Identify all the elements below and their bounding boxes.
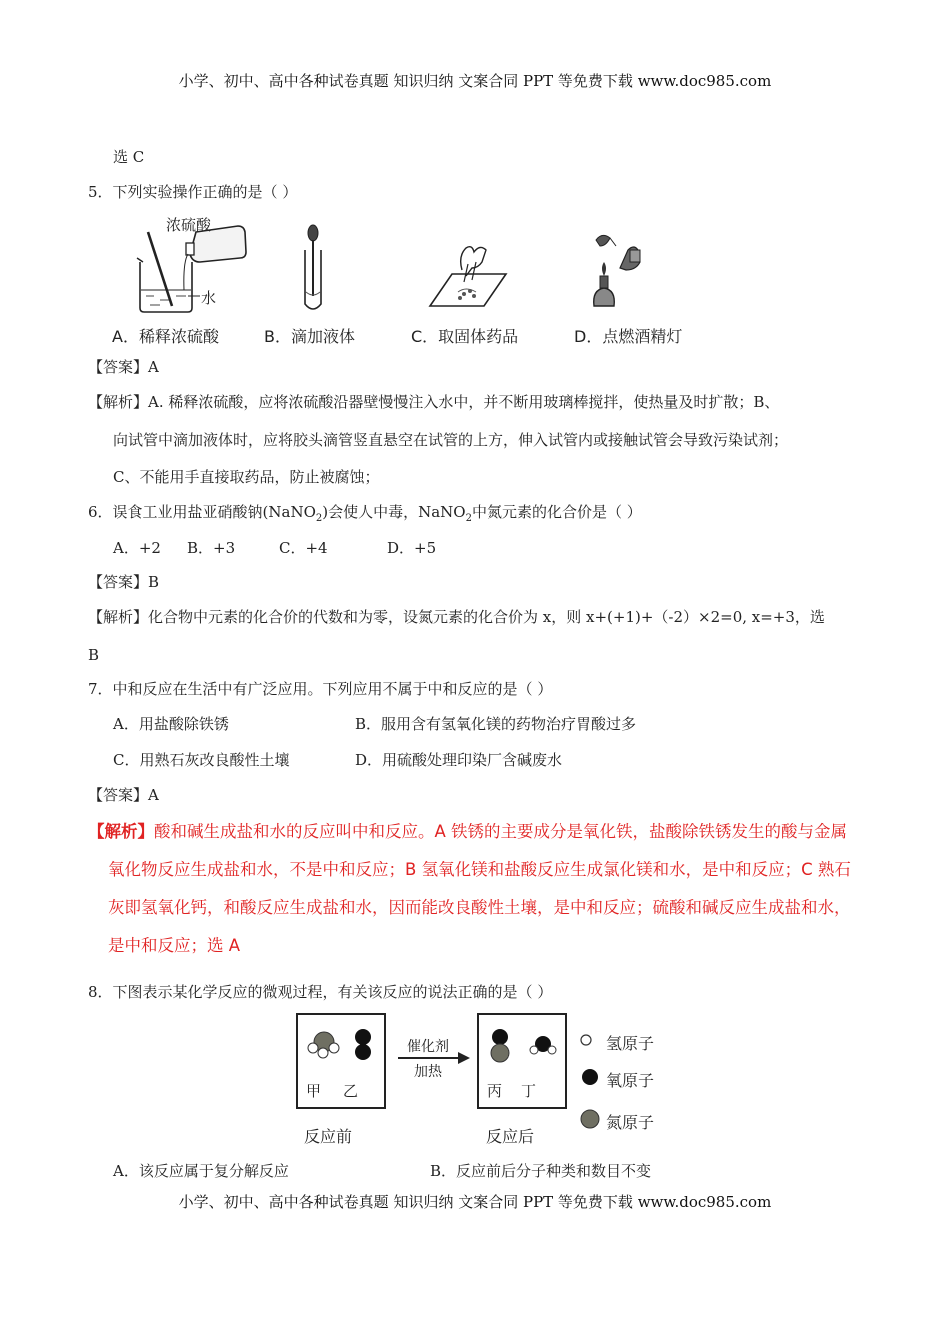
q7-option-c: C．用熟石灰改良酸性土壤 bbox=[113, 751, 290, 769]
q5-analysis bbox=[88, 392, 779, 412]
q8-label-ding: 丁 bbox=[521, 1082, 537, 1100]
q6-stem bbox=[88, 502, 642, 529]
q8-legend-nitrogen: 氮原子 bbox=[606, 1113, 655, 1132]
q5-option-c: C．取固体药品 bbox=[411, 327, 519, 346]
q6-analysis-line-2: B bbox=[88, 646, 100, 664]
q6-option-b: B．+3 bbox=[187, 539, 236, 557]
q7-analysis-line-1: 酸和碱生成盐和水的反应叫中和反应。A 铁锈的主要成分是氧化铁，盐酸除铁锈发生的酸与金属 bbox=[154, 822, 848, 841]
q8-caption-after: 反应后 bbox=[486, 1127, 535, 1146]
q7-analysis-tag: 【解析】 bbox=[88, 822, 154, 841]
page-footer: 小学、初中、高中各种试卷真题 知识归纳 文案合同 PPT 等免费下载 www.doc985.com bbox=[178, 1193, 772, 1211]
q7-option-a: A．用盐酸除铁锈 bbox=[113, 715, 229, 733]
q6-option-c: C．+4 bbox=[279, 539, 328, 557]
page-header: 小学、初中、高中各种试卷真题 知识归纳 文案合同 PPT 等免费下载 www.doc985.com bbox=[178, 72, 772, 90]
q8-legend-oxygen: 氧原子 bbox=[606, 1071, 655, 1090]
q7-analysis bbox=[88, 818, 847, 842]
q5-answer: 【答案】A bbox=[88, 358, 159, 376]
q6-analysis-line-1: 【解析】化合物中元素的化合价的代数和为零，设氮元素的化合价为 x，则 x+(+1)+（-2）×2=0, x=+3，选 bbox=[88, 608, 825, 626]
q6-stem-part-a: 6．误食工业用盐亚硝酸钠(NaNO bbox=[88, 503, 316, 521]
q5-fig-acid-label: 浓硫酸 bbox=[166, 216, 212, 234]
q5-analysis-tag: 【解析】 bbox=[88, 393, 149, 411]
q6-stem-part-b: )会使人中毒，NaNO bbox=[322, 503, 466, 521]
q8-arrow-bottom: 加热 bbox=[414, 1064, 442, 1080]
q6-stem-part-c: 中氮元素的化合价是（ ） bbox=[471, 503, 642, 521]
q5-option-b: B．滴加液体 bbox=[264, 327, 355, 346]
q5-analysis-line-2: 向试管中滴加液体时，应将胶头滴管竖直悬空在试管的上方，伸入试管内或接触试管会导致污染试剂； bbox=[113, 431, 789, 449]
q8-label-yi: 乙 bbox=[343, 1082, 359, 1100]
q6-option-d: D．+5 bbox=[387, 539, 437, 557]
q7-analysis-line-3: 灰即氢氧化钙，和酸反应生成盐和水，因而能改良酸性土壤，是中和反应；硫酸和碱反应生成盐和水， bbox=[108, 898, 851, 917]
q7-stem: 7．中和反应在生活中有广泛应用。下列应用不属于中和反应的是（ ） bbox=[88, 680, 553, 698]
q8-legend-hydrogen: 氢原子 bbox=[606, 1034, 655, 1053]
q5-option-d: D．点燃酒精灯 bbox=[574, 327, 683, 346]
q7-analysis-line-4: 是中和反应；选 A bbox=[108, 936, 241, 955]
q8-option-b: B．反应前后分子种类和数目不变 bbox=[430, 1162, 652, 1180]
q8-caption-before: 反应前 bbox=[304, 1127, 353, 1146]
q5-analysis-line-1: A. 稀释浓硫酸，应将浓硫酸沿器壁慢慢注入水中，并不断用玻璃棒搅拌，使热量及时扩散；B、 bbox=[148, 393, 780, 411]
q7-option-d: D．用硫酸处理印染厂含碱废水 bbox=[355, 751, 563, 769]
q5-fig-water-label: 水 bbox=[201, 289, 217, 307]
q5-analysis-line-3: C、不能用手直接取药品，防止被腐蚀； bbox=[113, 468, 380, 486]
q7-analysis-line-2: 氧化物反应生成盐和水，不是中和反应；B 氢氧化镁和盐酸反应生成氯化镁和水，是中和反应；C 熟石 bbox=[108, 860, 851, 879]
q6-sub-2a: 2 bbox=[315, 513, 323, 524]
q8-arrow-top: 催化剂 bbox=[407, 1039, 449, 1055]
prev-answer-tail: 选 C bbox=[113, 148, 145, 166]
q7-answer: 【答案】A bbox=[88, 786, 159, 804]
q7-option-b: B．服用含有氢氧化镁的药物治疗胃酸过多 bbox=[355, 715, 637, 733]
q8-label-jia: 甲 bbox=[306, 1082, 322, 1100]
q5-option-a: A．稀释浓硫酸 bbox=[112, 327, 219, 346]
q6-answer: 【答案】B bbox=[88, 573, 160, 591]
q6-option-a: A．+2 bbox=[113, 539, 161, 557]
q8-label-bing: 丙 bbox=[487, 1082, 503, 1100]
q8-stem: 8．下图表示某化学反应的微观过程，有关该反应的说法正确的是（ ） bbox=[88, 983, 553, 1001]
q5-stem: 5．下列实验操作正确的是（ ） bbox=[88, 183, 298, 201]
q8-option-a: A．该反应属于复分解反应 bbox=[113, 1162, 289, 1180]
q6-sub-2b: 2 bbox=[465, 513, 472, 524]
